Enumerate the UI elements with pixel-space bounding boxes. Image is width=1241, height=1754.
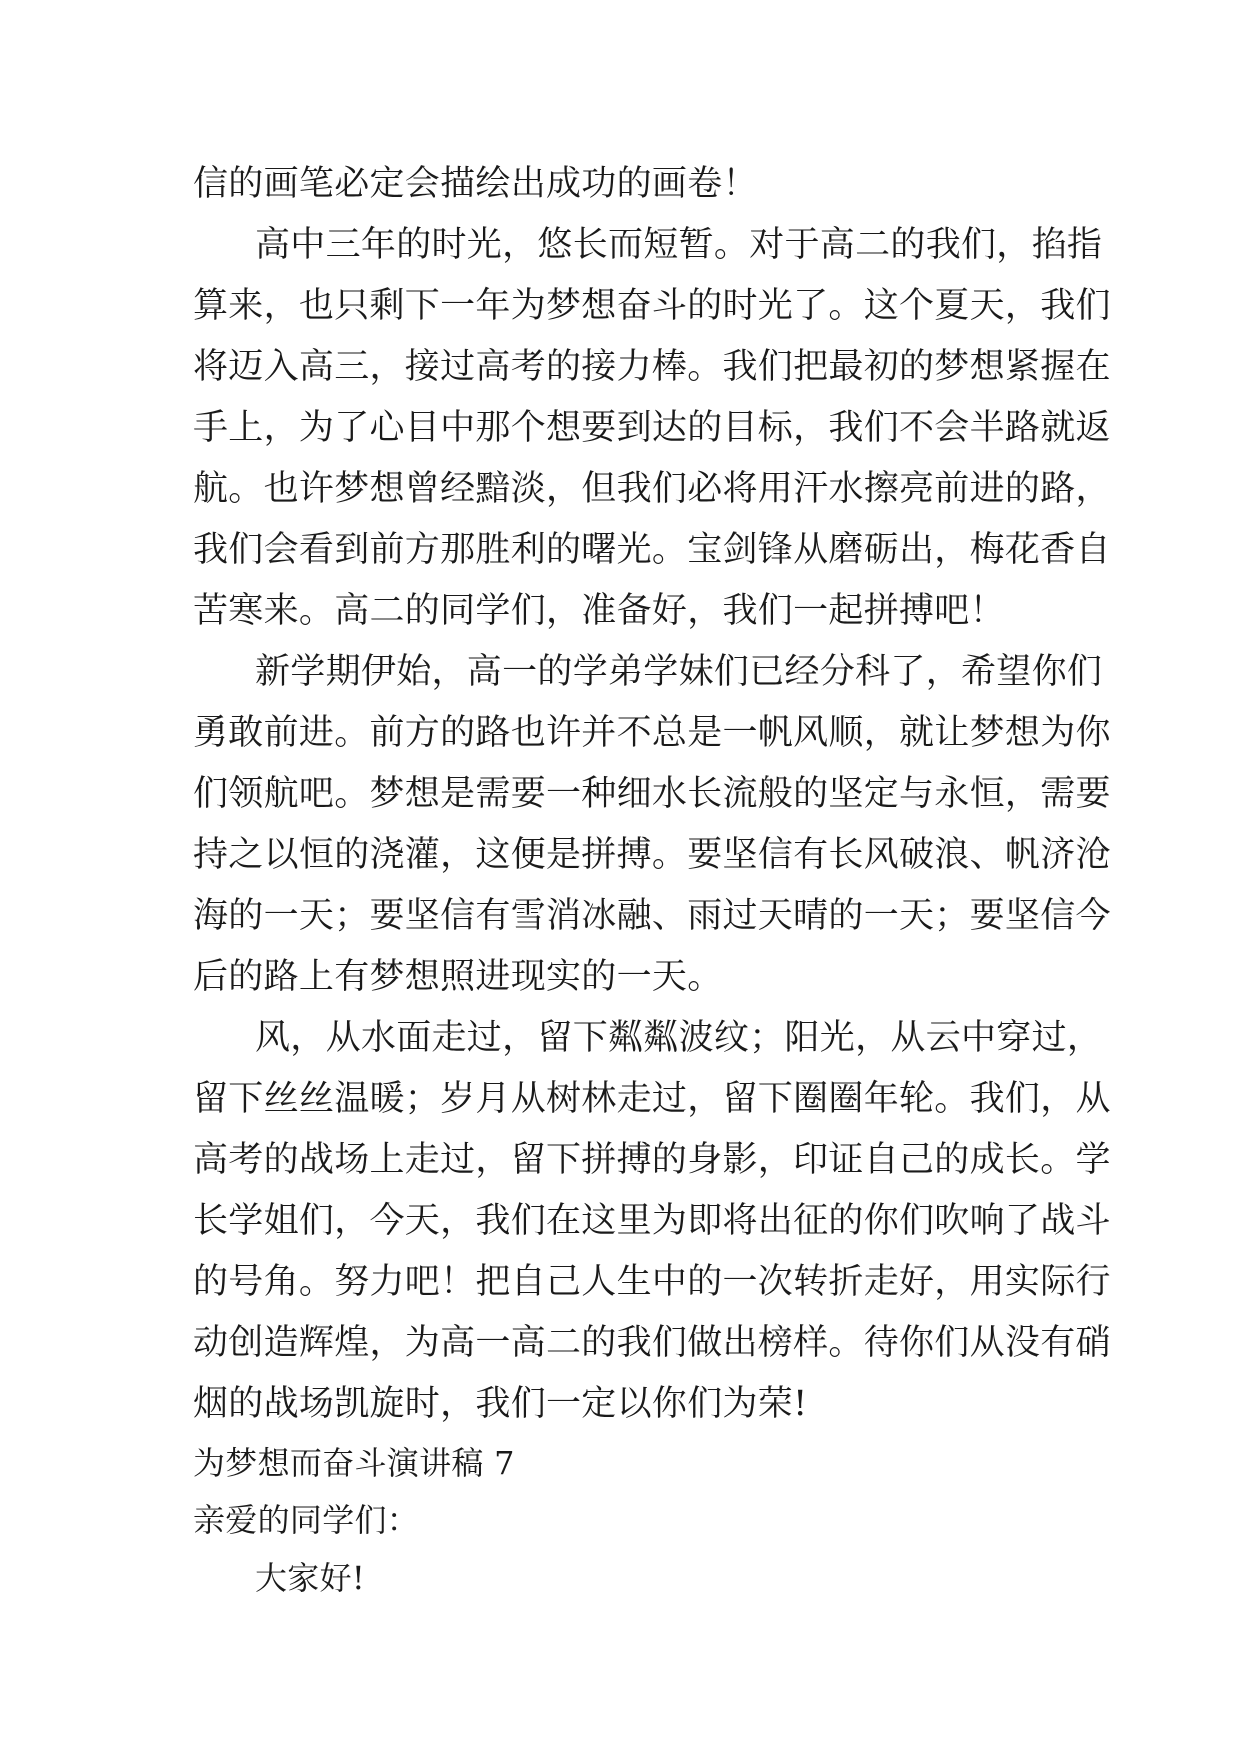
text-line: 苦寒来。高二的同学们，准备好，我们一起拼搏吧！ — [193, 591, 1005, 631]
text-line: 风，从水面走过，留下粼粼波纹；阳光，从云中穿过， — [255, 1018, 1103, 1058]
text-line: 高考的战场上走过，留下拼搏的身影，印证自己的成长。学 — [193, 1140, 1111, 1180]
text-line: 算来，也只剩下一年为梦想奋斗的时光了。这个夏天，我们 — [193, 286, 1111, 326]
text-line: 海的一天；要坚信有雪消冰融、雨过天晴的一天；要坚信今 — [193, 896, 1111, 936]
text-line: 们领航吧。梦想是需要一种细水长流般的坚定与永恒，需要 — [193, 774, 1111, 814]
paragraph — [193, 154, 1053, 215]
paragraph — [193, 1008, 1111, 1435]
paragraph — [193, 642, 1111, 1008]
text-line: 留下丝丝温暖；岁月从树林走过，留下圈圈年轮。我们，从 — [193, 1079, 1111, 1119]
section-title: 为梦想而奋斗演讲稿 7 — [193, 1444, 515, 1482]
text-line: 将迈入高三，接过高考的接力棒。我们把最初的梦想紧握在 — [193, 347, 1111, 387]
text-line: 手上，为了心目中那个想要到达的目标，我们不会半路就返 — [193, 408, 1111, 448]
text-line: 烟的战场凯旋时，我们一定以你们为荣! — [193, 1384, 808, 1424]
text-line: 动创造辉煌，为高一高二的我们做出榜样。待你们从没有硝 — [193, 1323, 1111, 1363]
text-line: 勇敢前进。前方的路也许并不总是一帆风顺，就让梦想为你 — [193, 713, 1111, 753]
greeting: 大家好! — [255, 1559, 366, 1597]
text-line: 后的路上有梦想照进现实的一天。 — [193, 957, 723, 997]
text-line: 信的画笔必定会描绘出成功的画卷！ — [193, 164, 758, 204]
text-line: 高中三年的时光，悠长而短暂。对于高二的我们，掐指 — [255, 225, 1103, 265]
text-line: 航。也许梦想曾经黯淡，但我们必将用汗水擦亮前进的路， — [193, 469, 1111, 509]
paragraph — [193, 215, 1111, 642]
text-line: 持之以恒的浇灌，这便是拼搏。要坚信有长风破浪、帆济沧 — [193, 835, 1111, 875]
document-body — [193, 154, 1111, 1608]
text-line: 新学期伊始，高一的学弟学妹们已经分科了，希望你们 — [255, 652, 1103, 692]
text-line: 长学姐们，今天，我们在这里为即将出征的你们吹响了战斗 — [193, 1201, 1111, 1241]
salutation: 亲爱的同学们： — [193, 1501, 420, 1539]
text-line: 我们会看到前方那胜利的曙光。宝剑锋从磨砺出，梅花香自 — [193, 530, 1111, 570]
text-line: 的号角。努力吧！把自己人生中的一次转折走好，用实际行 — [193, 1262, 1111, 1302]
